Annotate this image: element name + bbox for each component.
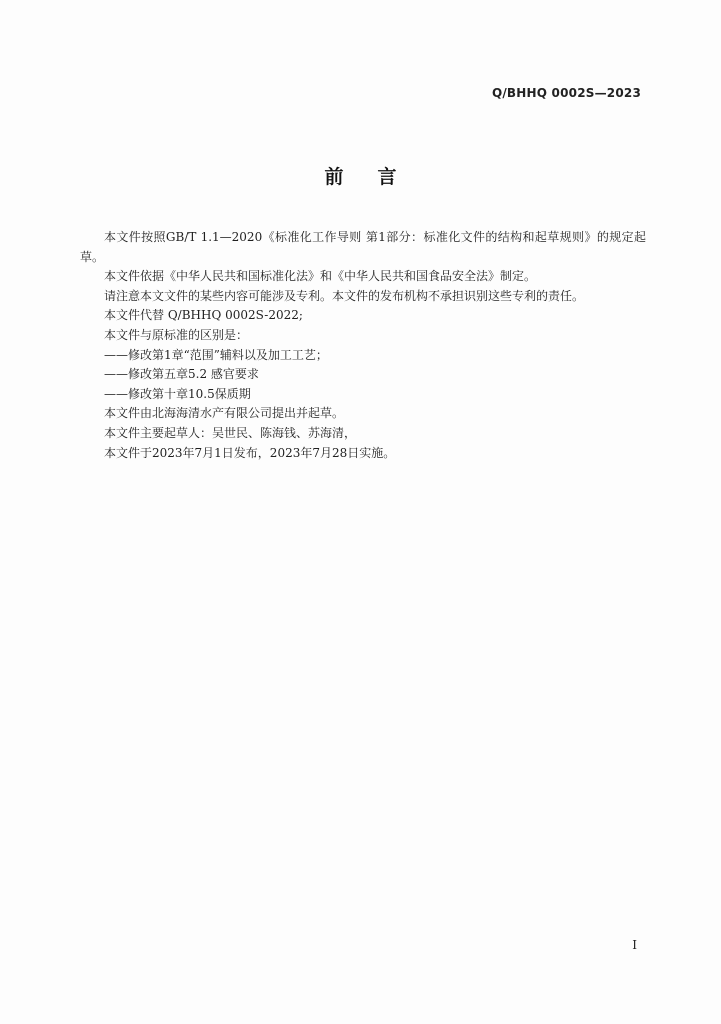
paragraph: 本文件于2023年7月1日发布，2023年7月28日实施。: [104, 445, 396, 460]
section-title: 前言: [324, 166, 431, 188]
page-number: I: [632, 938, 637, 952]
foreword-body: [80, 228, 646, 463]
paragraph: 本文件主要起草人：吴世民、陈海钱、苏海清，: [104, 425, 357, 440]
list-item: ——修改第五章5.2 感官要求: [104, 367, 259, 382]
paragraph: 本文件代替 Q/BHHQ 0002S-2022;: [104, 308, 303, 323]
paragraph: 本文件由北海海清水产有限公司提出并起草。: [104, 406, 345, 421]
paragraph: 本文件按照GB/T 1.1—2020《标准化工作导则 第1部分：标准化文件的结构和起草规则》的规定起草。: [80, 230, 646, 264]
document-code: Q/BHHQ 0002S—2023: [491, 86, 641, 100]
paragraph: 请注意本文文件的某些内容可能涉及专利。本文件的发布机构不承担识别这些专利的责任。: [104, 288, 585, 303]
paragraph: 本文件与原标准的区别是：: [104, 327, 249, 342]
list-item: ——修改第1章“范围”辅料以及加工工艺；: [104, 347, 328, 362]
paragraph: 本文件依据《中华人民共和国标准化法》和《中华人民共和国食品安全法》制定。: [104, 269, 537, 284]
list-item: ——修改第十章10.5保质期: [104, 386, 251, 401]
